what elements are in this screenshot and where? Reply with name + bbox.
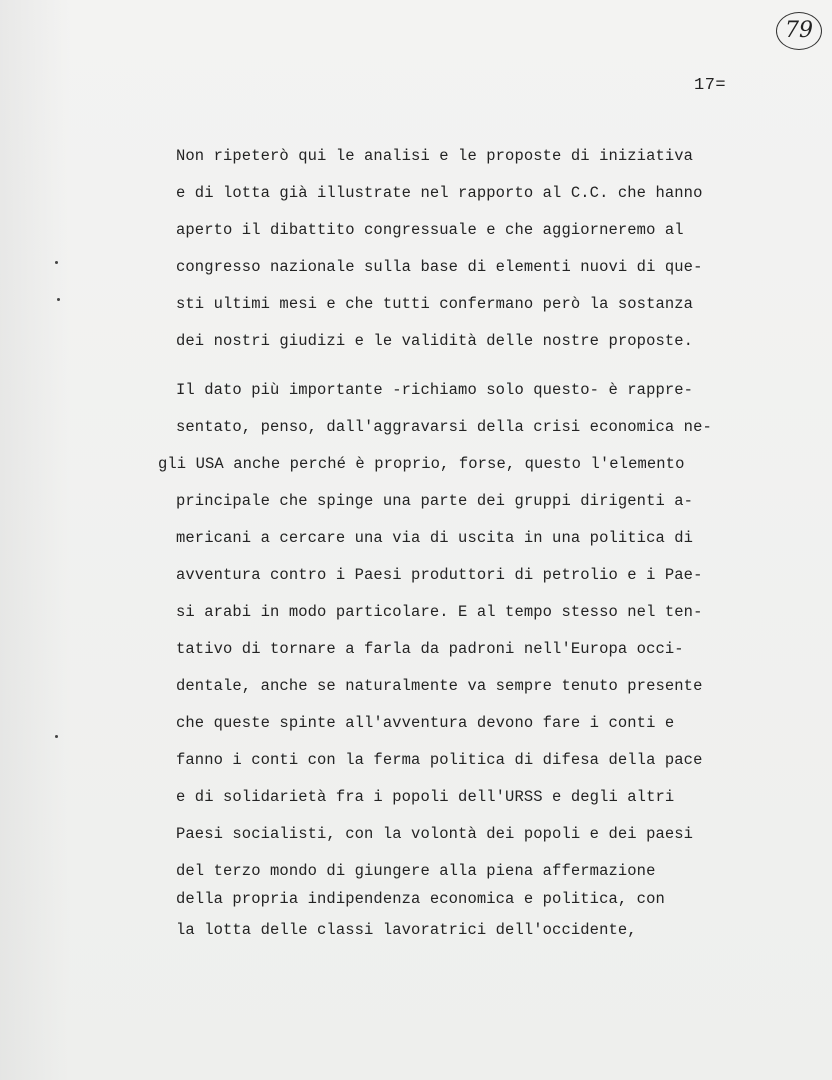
text-line: congresso nazionale sulla base di elementi nuovi di que- (176, 258, 703, 276)
text-line: dei nostri giudizi e le validità delle nostre proposte. (176, 332, 694, 350)
text-line: gli USA anche perché è proprio, forse, questo l'elemento (158, 455, 685, 473)
text-line: Paesi socialisti, con la volontà dei popoli e dei paesi (176, 825, 694, 843)
text-line: si arabi in modo particolare. E al tempo stesso nel ten- (176, 603, 703, 621)
text-line: del terzo mondo di giungere alla piena affermazione (176, 862, 656, 880)
text-line: che queste spinte all'avventura devono fare i conti e (176, 714, 675, 732)
text-line: avventura contro i Paesi produttori di petrolio e i Pae- (176, 566, 703, 584)
text-line: fanno i conti con la ferma politica di difesa della pace (176, 751, 703, 769)
text-line: aperto il dibattito congressuale e che aggiorneremo al (176, 221, 684, 239)
text-line: Il dato più importante -richiamo solo questo- è rappre- (176, 381, 694, 399)
text-line: sentato, penso, dall'aggravarsi della crisi economica ne- (176, 418, 712, 436)
archive-number: 79 (785, 18, 813, 43)
text-line: della propria indipendenza economica e politica, con (176, 890, 665, 908)
text-line: dentale, anche se naturalmente va sempre tenuto presente (176, 677, 703, 695)
text-line: principale che spinge una parte dei gruppi dirigenti a- (176, 492, 694, 510)
text-line: sti ultimi mesi e che tutti confermano però la sostanza (176, 295, 694, 313)
text-line: e di solidarietà fra i popoli dell'URSS e degli altri (176, 788, 675, 806)
text-line: e di lotta già illustrate nel rapporto al C.C. che hanno (176, 184, 703, 202)
text-line: tativo di tornare a farla da padroni nell'Europa occi- (176, 640, 684, 658)
text-line: la lotta delle classi lavoratrici dell'occidente, (176, 921, 637, 939)
text-line: Non ripeterò qui le analisi e le proposte di iniziativa (176, 147, 694, 165)
text-line: mericani a cercare una via di uscita in una politica di (176, 529, 694, 547)
page-number: 17= (694, 76, 727, 95)
